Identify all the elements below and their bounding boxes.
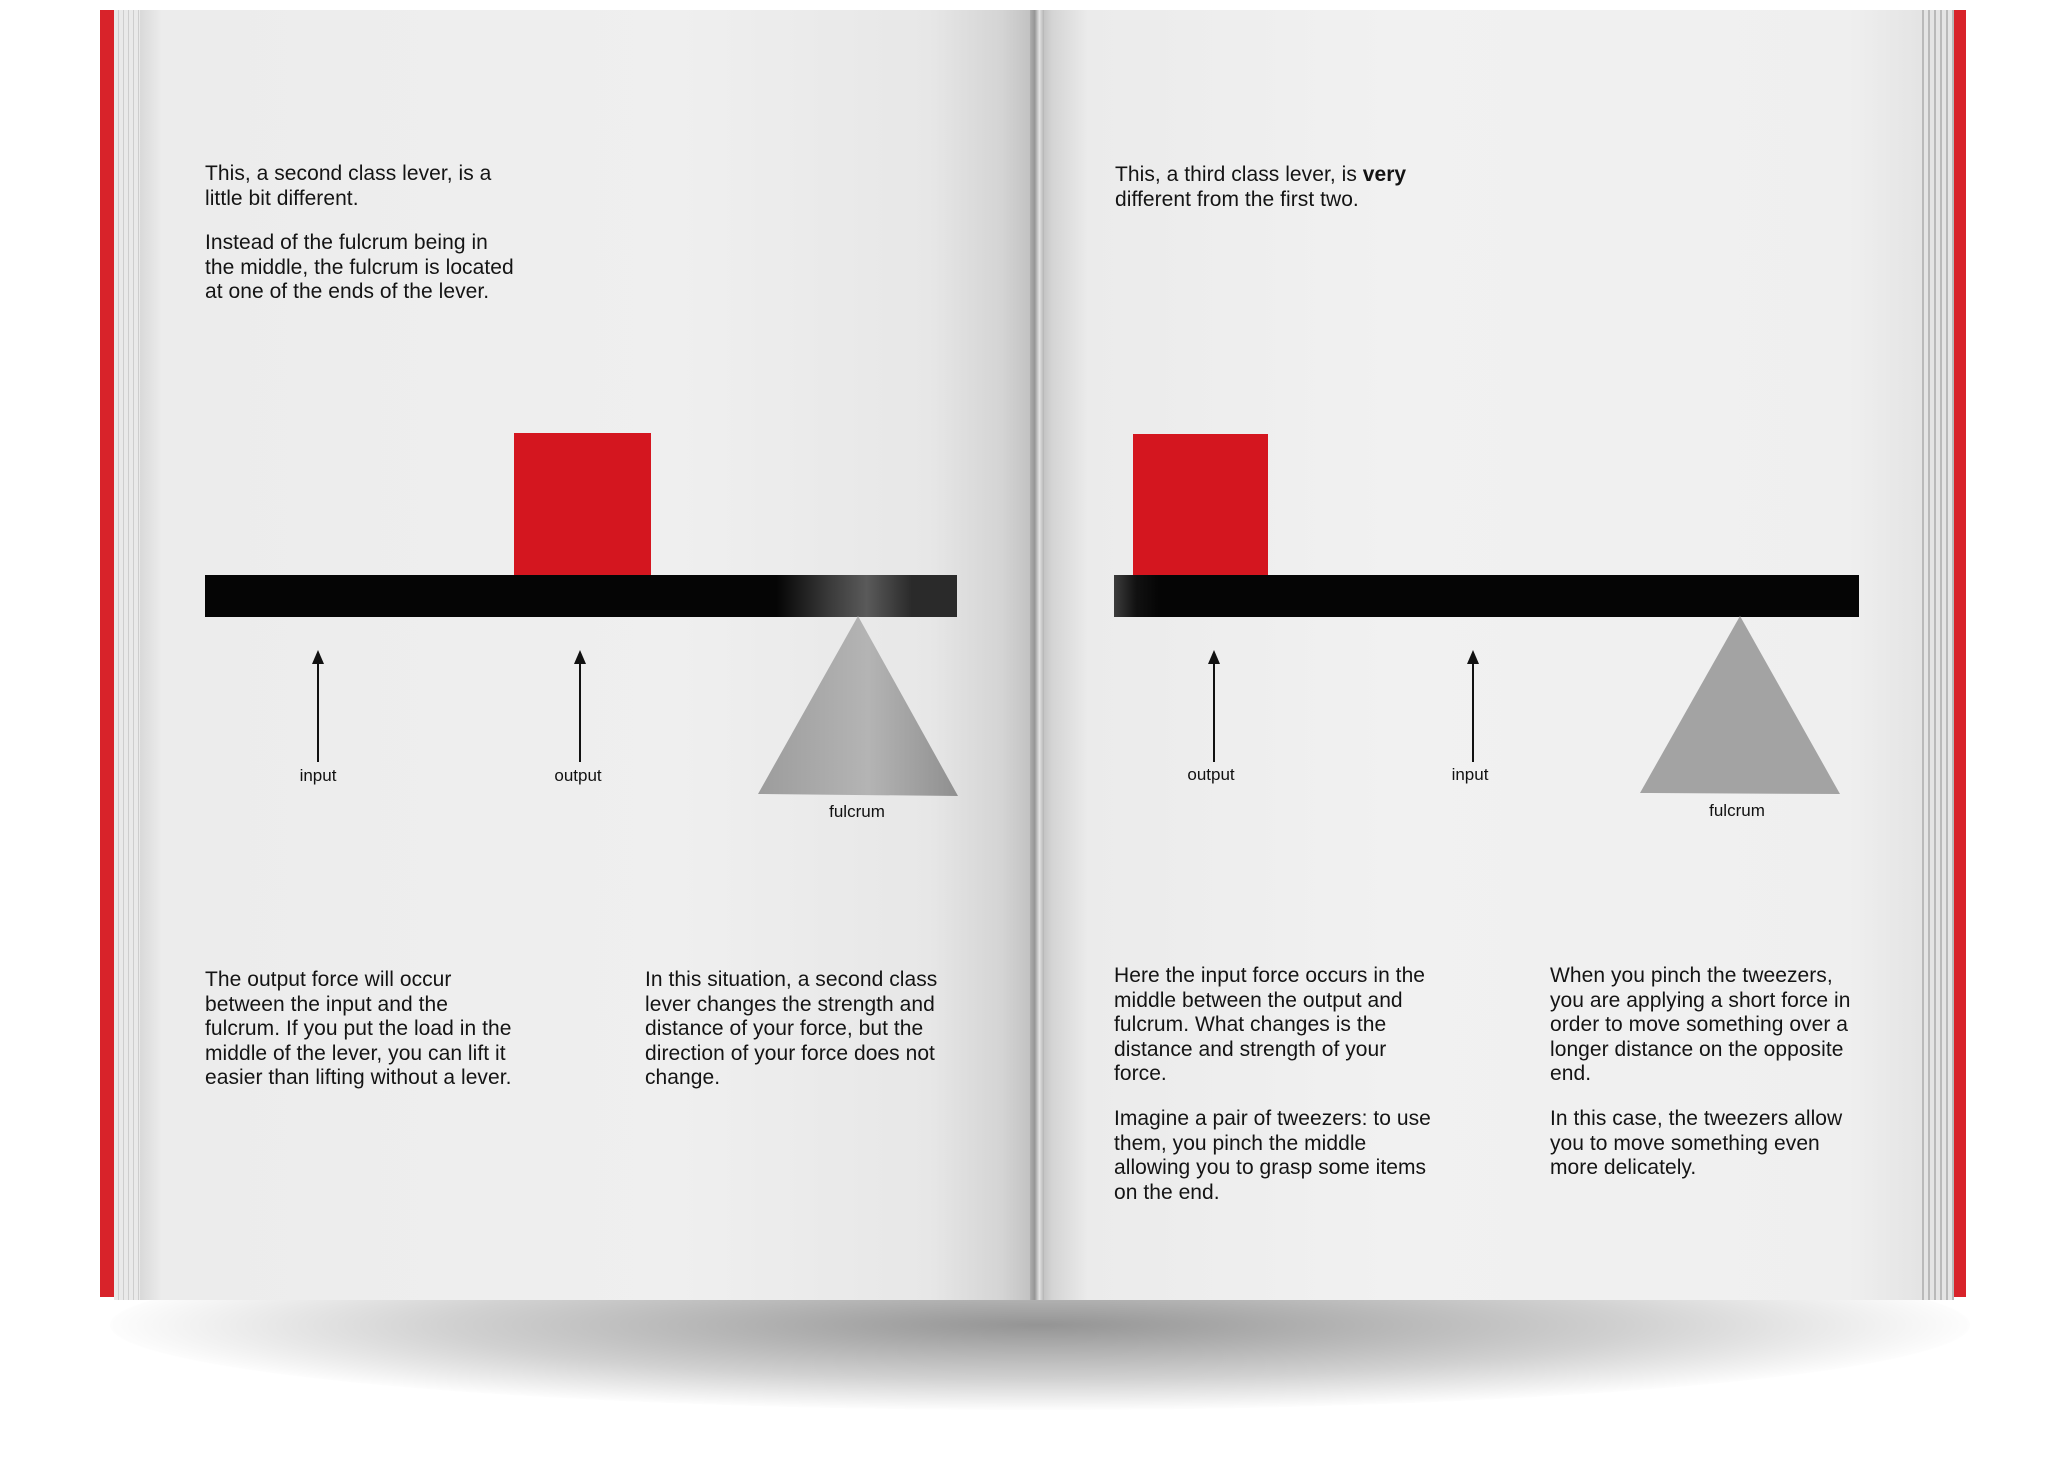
right-intro-paragraph [1115,163,1445,212]
left-intro-paragraph-1: This, a second class lever, is a little bit different. [205,162,492,210]
right-intro-start: This, a third class lever, is [1115,163,1363,186]
right-load-block [1133,434,1268,576]
right-body-text [1114,964,1434,1205]
left-body-text [205,968,515,1091]
left-load-block [514,433,651,576]
left-intro-text [205,162,515,305]
right-input-label: input [1451,765,1489,784]
right-intro-emphasis: very [1362,163,1407,186]
page-edges-right [1918,10,1954,1300]
right-body-paragraph-3: When you pinch the tweezers, you are applying a short force in order to move something over a longer distance on the opposite end. [1550,964,1851,1086]
right-body-paragraph-4: In this case, the tweezers allow you to move something even more delicately. [1550,1106,1843,1180]
left-output-arrow-icon [573,650,587,762]
left-intro-paragraph-2: Instead of the fulcrum being in the middle, the fulcrum is located at one of the ends of the lever. [205,231,514,304]
left-body-text-2 [645,968,965,1091]
right-fulcrum-triangle [1640,616,1840,796]
right-output-arrow-icon [1207,650,1221,762]
right-body-paragraph-2: Imagine a pair of tweezers: to use them, you pinch the middle allowing you to grasp some items on the end. [1114,1106,1431,1204]
left-input-arrow-icon [311,650,325,762]
left-body-paragraph: The output force will occur between the input and the fulcrum. If you put the load in the middle of the lever, you can lift it easier than lifting without a lever. [205,968,512,1090]
right-intro-end: different from the first two. [1115,187,1359,211]
right-fulcrum-label: fulcrum [1709,801,1765,820]
left-fulcrum-triangle [758,616,958,796]
right-lever-bar [1114,575,1859,617]
right-output-label: output [1187,765,1235,784]
left-fulcrum-label: fulcrum [829,802,885,821]
right-input-arrow-icon [1466,650,1480,762]
left-input-label: input [299,766,337,785]
right-body-text-2 [1550,964,1870,1181]
book-gutter [1030,10,1044,1300]
left-lever-bar [205,575,957,617]
left-output-label: output [554,766,602,785]
left-body-paragraph-2: In this situation, a second class lever changes the strength and distance of your force, but the direction of your force does not change. [645,968,938,1090]
right-intro-text [1115,163,1445,212]
right-body-paragraph-1: Here the input force occurs in the middle between the output and fulcrum. What changes is the distance and strength of your force. [1114,964,1426,1086]
